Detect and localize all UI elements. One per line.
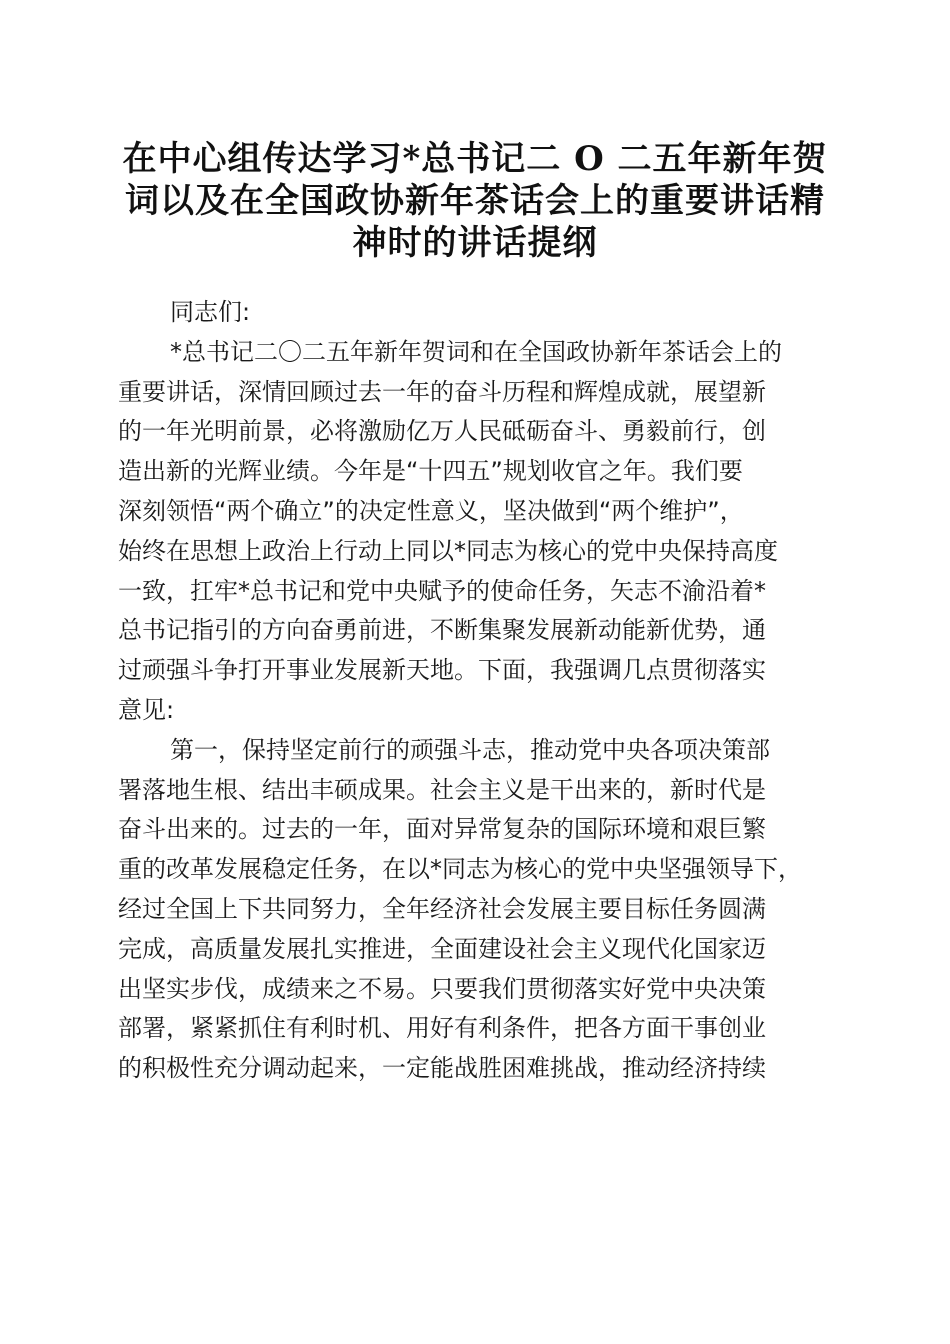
paragraph-line: 经过全国上下共同努力，全年经济社会发展主要目标任务圆满 [118, 894, 766, 923]
salutation: 同志们: [170, 298, 251, 326]
paragraph-line: 完成，高质量发展扎实推进，全面建设社会主义现代化国家迈 [118, 934, 766, 963]
paragraph-line: 重要讲话，深情回顾过去一年的奋斗历程和辉煌成就，展望新 [118, 377, 766, 406]
title-line: 在中心组传达学习*总书记二 O 二五年新年贺 [122, 139, 828, 179]
paragraph-line: 过顽强斗争打开事业发展新天地。下面，我强调几点贯彻落实 [118, 656, 766, 685]
paragraph-1 [118, 333, 838, 731]
paragraph-line: 总书记指引的方向奋勇前进，不断集聚发展新动能新优势，通 [118, 616, 766, 645]
paragraph-line: *总书记二〇二五年新年贺词和在全国政协新年茶话会上的 [170, 337, 782, 366]
paragraph-line: 的积极性充分调动起来，一定能战胜困难挑战，推动经济持续 [118, 1054, 766, 1083]
title-line: 词以及在全国政协新年茶话会上的重要讲话精 [125, 181, 825, 221]
paragraph-line: 始终在思想上政治上行动上同以*同志为核心的党中央保持高度 [118, 536, 778, 565]
title-line: 神时的讲话提纲 [352, 223, 598, 263]
paragraph-line: 部署，紧紧抓住有利时机、用好有利条件，把各方面干事创业 [118, 1014, 766, 1043]
paragraph-line: 奋斗出来的。过去的一年，面对异常复杂的国际环境和艰巨繁 [118, 815, 766, 844]
paragraph-line: 造出新的光辉业绩。今年是“十四五”规划收官之年。我们要 [118, 457, 743, 486]
paragraph-line: 意见: [118, 695, 175, 724]
paragraph-line: 深刻领悟“两个确立”的决定性意义，坚决做到“两个维护”， [118, 496, 744, 525]
document-title [100, 138, 850, 264]
paragraph-line: 出坚实步伐，成绩来之不易。只要我们贯彻落实好党中央决策 [118, 974, 766, 1003]
paragraph-line: 的一年光明前景，必将激励亿万人民砥砺奋斗、勇毅前行，创 [118, 417, 766, 446]
paragraph-line: 署落地生根、结出丰硕成果。社会主义是干出来的，新时代是 [118, 775, 766, 804]
paragraph-line: 一致，扛牢*总书记和党中央赋予的使命任务，矢志不渝沿着* [118, 576, 766, 605]
document-body [118, 293, 838, 1089]
paragraph-line: 第一，保持坚定前行的顽强斗志，推动党中央各项决策部 [170, 735, 770, 764]
paragraph-2 [118, 731, 838, 1089]
paragraph-line: 重的改革发展稳定任务，在以*同志为核心的党中央坚强领导下， [118, 855, 802, 884]
